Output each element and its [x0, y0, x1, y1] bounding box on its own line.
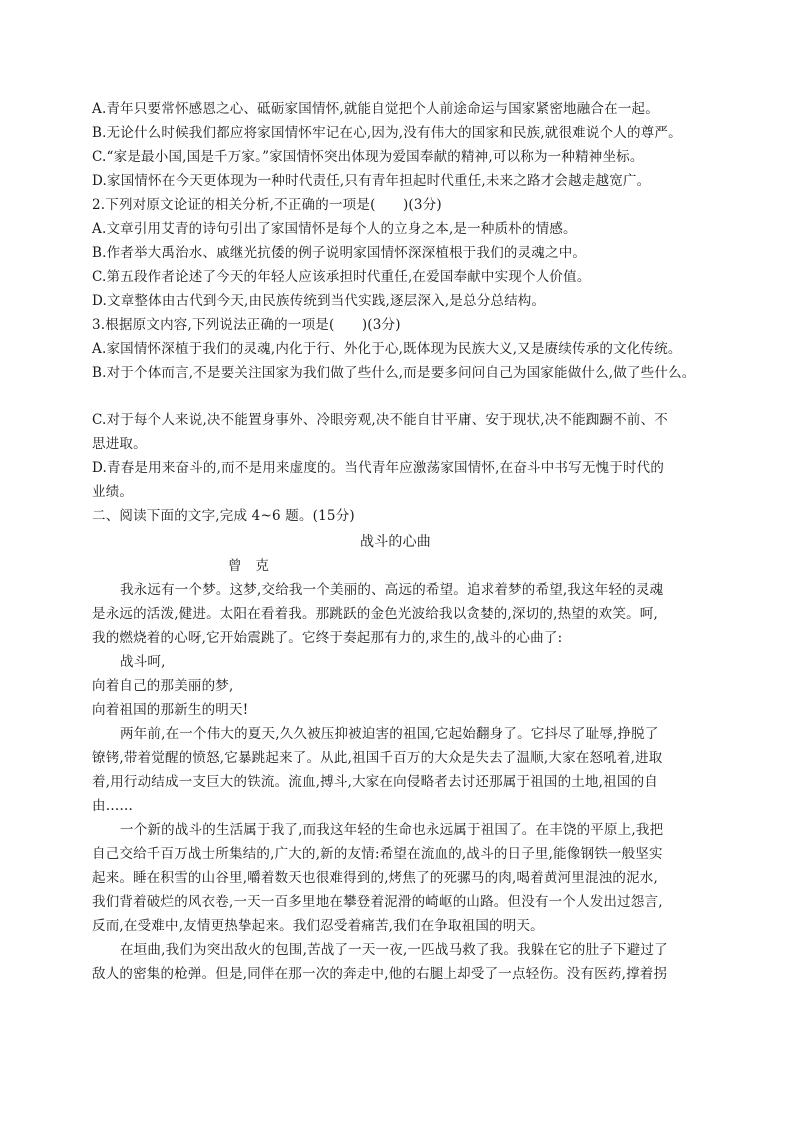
q3-option-c-cont: 思进取。 — [92, 436, 147, 452]
q3-option-d-cont: 业绩。 — [92, 484, 134, 500]
paragraph-line: 我们背着破烂的风衣卷,一天一百多里地在攀登着泥滑的崎岖的山路。但没有一个人发出过怨言, — [92, 894, 663, 910]
q1-option-b: B.无论什么时候我们都应将家国情怀牢记在心,因为,没有伟大的国家和民族,就很难说个人的尊严。 — [92, 125, 682, 141]
paragraph-line: 两年前,在一个伟大的夏天,久久被压抑被迫害的祖国,它起始翻身了。它抖尽了耻辱,挣脱了 — [120, 726, 659, 742]
paragraph-line: 由…… — [92, 798, 134, 814]
q3-option-c: C.对于每个人来说,决不能置身事外、冷眼旁观,决不能自甘平庸、安于现状,决不能踟蹰不前、不 — [92, 412, 669, 428]
paragraph-line: 着,用行动结成一支巨大的铁流。流血,搏斗,大家在向侵略者去讨还那属于祖国的土地,祖国的自 — [92, 774, 658, 790]
paragraph-line: 起来。睡在积雪的山谷里,嚼着数天也很难得到的,烤焦了的死骡马的肉,喝着黄河里混浊的泥水, — [92, 870, 658, 886]
article-author: 曾 克 — [228, 558, 270, 574]
paragraph-line: 是永远的活泼,健进。太阳在看着我。那跳跃的金色光波给我以贪婪的,深切的,热望的欢笑。呵, — [92, 606, 658, 622]
paragraph-line: 在垣曲,我们为突出敌火的包围,苦战了一天一夜,一匹战马救了我。我躲在它的肚子下避过了 — [120, 942, 668, 958]
q2-option-b: B.作者举大禹治水、戚继光抗倭的例子说明家国情怀深深植根于我们的灵魂之中。 — [92, 245, 587, 261]
paragraph-line: 敌人的密集的枪弹。但是,同伴在那一次的奔走中,他的右腿上却受了一点轻伤。没有医药,撑着拐 — [92, 966, 668, 982]
paragraph-line: 我永远有一个梦。这梦,交给我一个美丽的、高远的希望。追求着梦的希望,我这年轻的灵魂 — [120, 582, 664, 598]
article-title: 战斗的心曲 — [360, 534, 431, 550]
poem-line: 向着祖国的那新生的明天! — [92, 702, 249, 718]
q1-option-c: C.“家是最小国,国是千万家。”家国情怀突出体现为爱国奉献的精神,可以称为一种精神坐标。 — [92, 149, 644, 165]
q1-option-d: D.家国情怀在今天更体现为一种时代责任,只有青年担起时代重任,未来之路才会越走越宽广。 — [92, 173, 651, 189]
paragraph-line: 镣铐,带着觉醒的愤怒,它暴跳起来了。从此,祖国千百万的大众是失去了温顺,大家在怒吼着,进取 — [92, 750, 663, 766]
section-2-heading: 二、阅读下面的文字,完成 4~6 题。(15分) — [92, 508, 355, 524]
paragraph-line: 反而,在受难中,友情更热挚起来。我们忍受着痛苦,我们在争取祖国的明天。 — [92, 918, 544, 934]
paragraph-line: 自己交给千百万战士所集结的,广大的,新的友情:希望在流血的,战斗的日子里,能像钢铁一般坚实 — [92, 846, 663, 862]
q2-option-d: D.文章整体由古代到今天,由民族传统到当代实践,逐层深入,是总分总结构。 — [92, 293, 546, 309]
question-3: 3.根据原文内容,下列说法正确的一项是( )(3分) — [92, 317, 401, 333]
q3-option-b: B.对于个体而言,不是要关注国家为我们做了些什么,而是要多问问自己为国家能做什么,做了些什么。 — [92, 365, 696, 381]
q3-option-a: A.家国情怀深植于我们的灵魂,内化于行、外化于心,既体现为民族大义,又是赓续传承的文化传统。 — [92, 341, 682, 357]
q3-option-d: D.青春是用来奋斗的,而不是用来虚度的。当代青年应激荡家国情怀,在奋斗中书写无愧于时代的 — [92, 460, 665, 476]
paragraph-line: 一个新的战斗的生活属于我了,而我这年轻的生命也永远属于祖国了。在丰饶的平原上,我把 — [120, 822, 664, 838]
q2-option-a: A.文章引用艾青的诗句引出了家国情怀是每个人的立身之本,是一种质朴的情感。 — [92, 221, 577, 237]
poem-line: 向着自己的那美丽的梦, — [92, 678, 234, 694]
question-2: 2.下列对原文论证的相关分析,不正确的一项是( )(3分) — [92, 197, 442, 213]
paragraph-line: 我的燃烧着的心呀,它开始震跳了。它终于奏起那有力的,求生的,战斗的心曲了: — [92, 630, 563, 646]
q2-option-c: C.第五段作者论述了今天的年轻人应该承担时代重任,在爱国奉献中实现个人价值。 — [92, 269, 591, 285]
q1-option-a: A.青年只要常怀感恩之心、砥砺家国情怀,就能自觉把个人前途命运与国家紧密地融合在一起。 — [92, 101, 659, 117]
poem-line: 战斗呵, — [120, 654, 166, 670]
